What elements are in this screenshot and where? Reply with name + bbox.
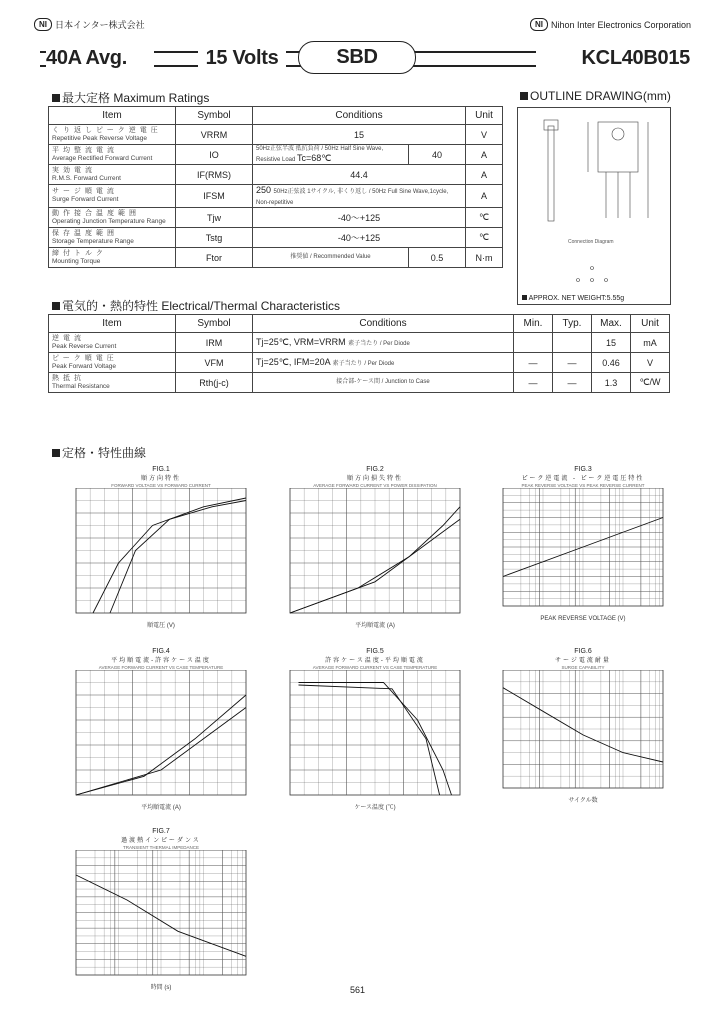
voltage-title: 15 Volts: [198, 41, 286, 75]
curve-line: [93, 498, 246, 613]
x-axis-label: サイクル数: [568, 798, 598, 804]
figure-2: [280, 466, 470, 631]
curve-line: [299, 685, 440, 795]
figure-label: FIG.4 平均順電流-許容ケース温度 AVERAGE FORWARD CURRENT VS CASE TEMPERATURE: [98, 648, 224, 670]
max-ratings-table: [48, 106, 503, 268]
type-title: SBD: [298, 41, 416, 74]
curves-title: 定格・特性曲線: [52, 444, 146, 461]
x-axis-label: 時間 (s): [150, 985, 172, 991]
table-row: ピーク順電圧 Peak Forward Voltage VFM Tj=25℃, IFM=20A 素子当たり / Per Diode — — 0.46 V: [49, 353, 670, 373]
company-name-jp: 日本インター株式会社: [55, 20, 145, 30]
figure-plot: [66, 670, 256, 815]
table-row: 締付トルク Mounting Torque Ftor 推奨値 / Recommended Value 0.5 N·m: [49, 248, 503, 268]
table-header: Item Symbol Conditions Min. Typ. Max. Unit: [49, 315, 670, 333]
table-row: 平均整流電流 Average Rectified Forward Current IO 50Hz正弦半波 抵抗負荷 / 50Hz Half Sine Wave, Resistive Load Tc=68℃ 40 A: [49, 145, 503, 165]
outline-title: OUTLINE DRAWING(mm): [520, 89, 671, 103]
figure-label: FIG.2 順方向損失特性 AVERAGE FORWARD CURRENT VS POWER DISSIPATION: [313, 466, 437, 488]
table-row: 逆電流 Peak Reverse Current IRM Tj=25℃, VRM=VRRM 素子当たり / Per Diode 15 mA: [49, 333, 670, 353]
table-header: Item Symbol Conditions Unit: [49, 107, 503, 125]
connection-label: Connection Diagram: [568, 239, 614, 245]
x-axis-label: 順電圧 (V): [147, 623, 175, 629]
table-row: 熱抵抗 Thermal Resistance Rth(j-c) 接合部-ケース間 / Junction to Case — — 1.3 ℃/W: [49, 373, 670, 393]
x-axis-label: PEAK REVERSE VOLTAGE (V): [540, 616, 626, 622]
max-ratings-title: 最大定格 Maximum Ratings: [52, 89, 209, 106]
rating-title: 40A Avg.: [46, 41, 154, 75]
figure-6: [493, 648, 673, 806]
title-bar: [40, 41, 690, 75]
outline-drawing: [517, 107, 671, 305]
table-row: 実効電流 R.M.S. Forward Current IF(RMS) 44.4 A: [49, 165, 503, 185]
ni-logo-icon: NI: [34, 18, 52, 31]
company-name-en: Nihon Inter Electronics Corporation: [551, 19, 692, 30]
figure-label: FIG.7 過渡熱インピーダンス TRANSIENT THERMAL IMPEDANCE: [121, 828, 201, 850]
net-weight: APPROX. NET WEIGHT:5.55g: [522, 295, 624, 302]
figure-label: FIG.5 許容ケース温度-平均順電流 AVERAGE FORWARD CURRENT VS CASE TEMPERATURE: [312, 648, 438, 670]
table-row: 保存温度範囲 Storage Temperature Range Tstg -40～+125 ℃: [49, 228, 503, 248]
x-axis-label: ケース温度 (℃): [354, 805, 396, 811]
figure-plot: [66, 850, 256, 995]
figure-label: FIG.1 順方向特性 FORWARD VOLTAGE VS FORWARD CURRENT: [111, 466, 211, 488]
ni-logo-icon: NI: [530, 18, 548, 31]
page-number: 561: [350, 985, 366, 995]
figure-3: [493, 466, 673, 624]
figure-4: [66, 648, 256, 813]
figure-5: [280, 648, 470, 813]
company-logo-right: [530, 18, 691, 31]
package-drawing: [518, 108, 670, 304]
figure-label: FIG.3 ピーク逆電流 - ピーク逆電圧特性 PEAK REVERSE VOLTAGE VS PEAK REVERSE CURRENT: [521, 466, 645, 488]
figure-plot: [280, 488, 470, 633]
company-logo-left: [34, 18, 145, 31]
figure-label: FIG.6 サージ電流耐量 SURGE CAPABILITY: [555, 648, 611, 670]
x-axis-label: 平均順電流 (A): [141, 805, 181, 811]
elec-title: 電気的・熱的特性 Electrical/Thermal Characteristics: [52, 297, 340, 314]
x-axis-label: 平均順電流 (A): [355, 623, 395, 629]
figure-plot: [66, 488, 256, 633]
figure-1: [66, 466, 256, 631]
elec-table: [48, 314, 670, 393]
part-number: KCL40B015: [536, 41, 690, 75]
figure-7: [66, 828, 256, 993]
table-row: 動作接合温度範囲 Operating Junction Temperature Range Tjw -40～+125 ℃: [49, 208, 503, 228]
table-row: サージ順電流 Surge Forward Current IFSM 250 50Hz正弦波 1サイクル, 非くり返し / 50Hz Full Sine Wave,1cycle, Non-repetitive A: [49, 185, 503, 208]
curve-line: [110, 501, 246, 614]
figure-plot: [280, 670, 470, 815]
figure-plot: [493, 670, 673, 808]
table-row: くり返しピーク逆電圧 Repetitive Peak Reverse Voltage VRRM 15 V: [49, 125, 503, 145]
figure-plot: [493, 488, 673, 626]
